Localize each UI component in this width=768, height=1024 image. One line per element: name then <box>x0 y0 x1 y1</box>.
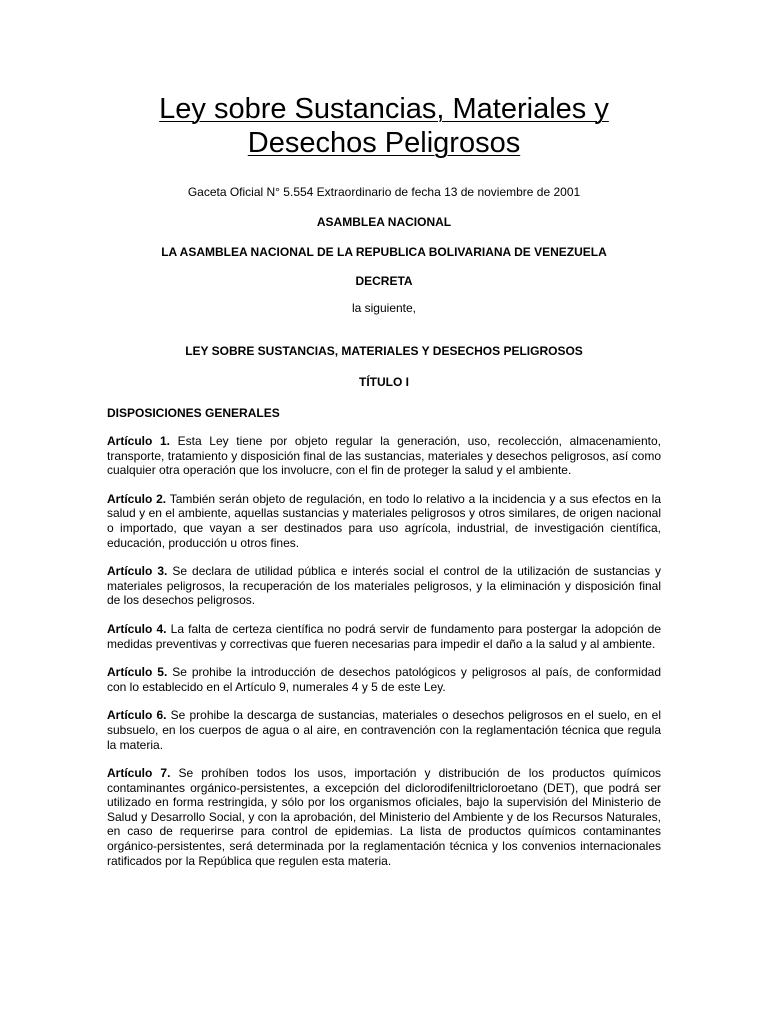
article-1 <box>107 434 661 478</box>
article-label: Artículo 5. <box>107 665 168 680</box>
article-3 <box>107 564 661 608</box>
article-label: Artículo 3. <box>107 564 168 579</box>
article-label: Artículo 2. <box>107 491 167 506</box>
article-text: También serán objeto de regulación, en todo lo relativo a la incidencia y a sus efectos en la salud y en el ambiente, aquellas sustancias y materiales peligrosos y otros similares, de origen nacional o importado, que vayan a ser destinados para uso agrícola, industrial, de investigación científica, educación, producción u otros fines. <box>107 491 661 550</box>
document-page <box>107 92 661 880</box>
decreta-heading: DECRETA <box>355 274 413 288</box>
article-text: Esta Ley tiene por objeto regular la generación, uso, recolección, almacenamiento, transporte, tratamiento y disposición final de las sustancias, materiales y desechos peligrosos, así como cualquier otra operación que los involucre, con el fin de proteger la salud y el ambiente. <box>107 434 661 478</box>
document-title-line-1: Ley sobre Sustancias, Materiales y <box>159 93 609 125</box>
titulo-heading: TÍTULO I <box>359 375 409 389</box>
article-2 <box>107 492 661 550</box>
gaceta-reference: Gaceta Oficial N° 5.554 Extraordinario de fecha 13 de noviembre de 2001 <box>187 185 581 199</box>
document-title-line-2: Desechos Peligrosos <box>247 127 521 159</box>
article-text: Se prohibe la descarga de sustancias, materiales o desechos peligrosos en el suelo, en el subsuelo, en los cuerpos de agua o al aire, en contravención con la reglamentación técnica que regula la materia. <box>107 708 661 752</box>
article-7 <box>107 766 661 868</box>
asamblea-heading: ASAMBLEA NACIONAL <box>316 215 452 229</box>
article-text: Se declara de utilidad pública e interés social el control de la utilización de sustancias y materiales peligrosos, la recuperación de los materiales peligrosos, y la eliminación y disposición final de los desechos peligrosos. <box>107 564 661 608</box>
article-label: Artículo 6. <box>107 708 167 723</box>
article-label: Artículo 4. <box>107 621 167 636</box>
article-label: Artículo 1. <box>107 434 170 448</box>
article-5 <box>107 665 661 694</box>
article-text: Se prohíben todos los usos, importación y distribución de los productos químicos contaminantes orgánico-persistentes, a excepción del diclorodifeniltricloroetano (DET), que podrá ser utilizado en forma restringida, y sólo por los organismos oficiales, bajo la supervisión del Ministerio de Salud y Desarrollo Social, y con la aprobación, del Ministerio del Ambiente y de los Recursos Naturales, en caso de requerirse para control de epidemias. La lista de productos químicos contaminantes orgánico-persistentes, será determinada por la reglamentación técnica y los convenios internacionales ratificados por la República que regulen esta materia. <box>107 766 661 868</box>
article-6 <box>107 708 661 752</box>
section-heading: DISPOSICIONES GENERALES <box>107 406 280 420</box>
article-text: La falta de certeza científica no podrá servir de fundamento para postergar la adopción de medidas preventivas y correctivas que fueren necesarias para impedir el daño a la salud y al ambiente. <box>107 621 661 651</box>
document-title <box>107 92 661 160</box>
law-name-heading: LEY SOBRE SUSTANCIAS, MATERIALES Y DESECHOS PELIGROSOS <box>185 344 583 358</box>
siguiente-text: la siguiente, <box>351 301 417 315</box>
article-label: Artículo 7. <box>107 766 171 781</box>
article-4 <box>107 622 661 651</box>
article-text: Se prohibe la introducción de desechos patológicos y peligrosos al país, de conformidad con lo establecido en el Artículo 9, numerales 4 y 5 de este Ley. <box>107 665 661 694</box>
republica-heading: LA ASAMBLEA NACIONAL DE LA REPUBLICA BOLIVARIANA DE VENEZUELA <box>161 245 607 259</box>
